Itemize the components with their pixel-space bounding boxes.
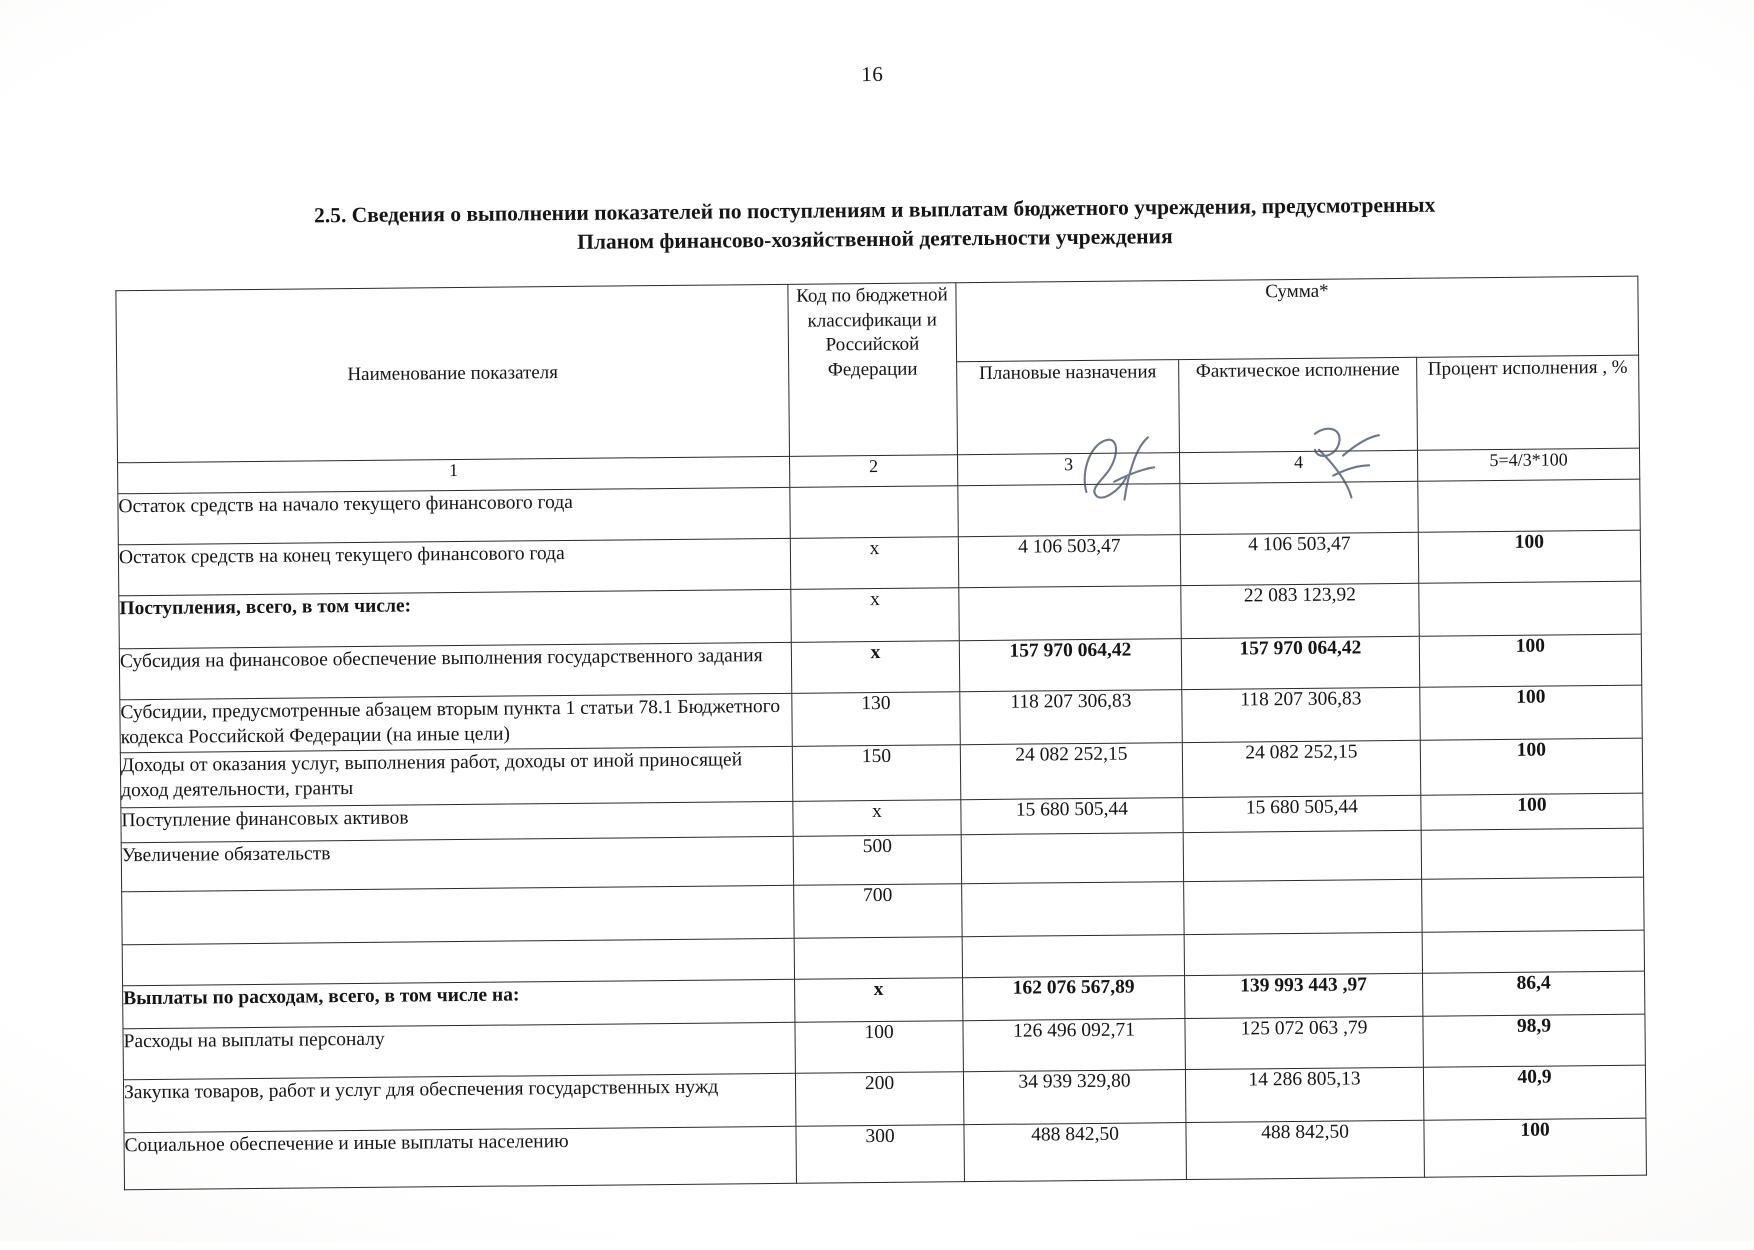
header-actual-execution: Фактическое исполнение [1179, 357, 1418, 452]
financial-indicators-table [115, 276, 1647, 1191]
row-percent-execution: 100 [1421, 793, 1643, 830]
row-planned-allocation [958, 484, 1180, 537]
row-budget-code: 200 [795, 1072, 964, 1127]
row-percent-execution [1422, 877, 1644, 932]
row-planned-allocation: 118 207 306,83 [960, 690, 1182, 745]
row-percent-execution: 100 [1424, 1118, 1647, 1177]
header-row-main [116, 276, 1639, 370]
row-indicator-name: Закупка товаров, работ и услуг для обеспечения государственных нужд [123, 1073, 795, 1132]
colnum-plan: 3 [958, 453, 1180, 486]
row-percent-execution: 100 [1420, 685, 1642, 740]
row-actual-execution: 125 072 063 ,79 [1185, 1016, 1423, 1069]
row-planned-allocation [962, 935, 1184, 978]
header-budget-code: Код по бюджетной классификаци и Российской Федерации [788, 283, 958, 457]
row-actual-execution [1180, 481, 1418, 534]
row-budget-code [794, 937, 962, 980]
row-budget-code: х [791, 641, 959, 694]
row-budget-code: х [795, 978, 963, 1023]
row-actual-execution: 24 082 252,15 [1182, 740, 1421, 797]
row-actual-execution [1184, 879, 1422, 934]
row-percent-execution: 98,9 [1423, 1014, 1645, 1067]
row-percent-execution [1419, 581, 1641, 636]
colnum-name: 1 [118, 456, 790, 493]
row-budget-code: 500 [793, 835, 961, 886]
row-indicator-name: Увеличение обязательств [121, 836, 793, 891]
row-planned-allocation: 4 106 503,47 [958, 535, 1180, 588]
row-actual-execution: 118 207 306,83 [1182, 687, 1420, 742]
colnum-percent: 5=4/3*100 [1417, 448, 1639, 481]
row-percent-execution: 100 [1420, 738, 1643, 795]
row-planned-allocation: 15 680 505,44 [961, 798, 1183, 835]
row-budget-code: 130 [792, 692, 961, 747]
row-indicator-name: Социальное обеспечение и иные выплаты населению [124, 1126, 797, 1189]
row-budget-code [790, 486, 958, 539]
row-budget-code: 700 [794, 884, 963, 939]
row-budget-code: х [791, 588, 960, 643]
table-body [118, 479, 1647, 1190]
row-indicator-name: Остаток средств на начало текущего финансового года [118, 487, 790, 544]
row-indicator-name: Субсидии, предусмотренные абзацем вторым пункта 1 статьи 78.1 Бюджетного кодекса Российской Федерации (на иные цели) [120, 693, 792, 752]
row-actual-execution: 139 993 443 ,97 [1185, 973, 1423, 1018]
row-indicator-name: Остаток средств на конец текущего финансового года [118, 538, 790, 595]
row-actual-execution: 488 842,50 [1186, 1120, 1425, 1179]
row-budget-code: 150 [792, 745, 961, 802]
row-planned-allocation: 126 496 092,71 [963, 1019, 1185, 1072]
row-budget-code: 100 [795, 1021, 963, 1074]
colnum-fact: 4 [1179, 450, 1417, 483]
row-planned-allocation [961, 833, 1183, 884]
row-budget-code: 300 [796, 1125, 965, 1184]
row-actual-execution: 22 083 123,92 [1181, 583, 1419, 638]
row-percent-execution [1418, 479, 1640, 532]
row-planned-allocation [962, 882, 1184, 937]
row-indicator-name: Поступление финансовых активов [121, 801, 793, 842]
row-indicator-name: Выплаты по расходам, всего, в том числе на: [123, 979, 795, 1028]
row-budget-code: х [790, 537, 958, 590]
row-actual-execution [1184, 932, 1422, 975]
header-percent-execution: Процент исполнения , % [1417, 355, 1640, 450]
section-title [255, 190, 1495, 259]
row-actual-execution: 157 970 064,42 [1181, 636, 1419, 689]
row-percent-execution [1421, 828, 1643, 879]
row-planned-allocation: 34 939 329,80 [963, 1070, 1185, 1125]
row-indicator-name: Субсидия на финансовое обеспечение выполнения государственного задания [119, 642, 791, 699]
row-indicator-name: Расходы на выплаты персоналу [123, 1022, 795, 1079]
row-budget-code: х [793, 800, 961, 837]
financial-table-container [115, 276, 1646, 1191]
section-title-line-2: Планом финансово-хозяйственной деятельности учреждения [577, 223, 1173, 254]
row-planned-allocation: 488 842,50 [964, 1123, 1187, 1182]
row-percent-execution: 86,4 [1423, 971, 1645, 1016]
header-planned-allocations: Плановые назначения [957, 360, 1180, 455]
row-planned-allocation: 157 970 064,42 [959, 639, 1181, 692]
table-head [116, 276, 1640, 494]
row-percent-execution [1422, 930, 1644, 973]
row-indicator-name: Поступления, всего, в том числе: [119, 589, 791, 648]
row-planned-allocation: 24 082 252,15 [960, 743, 1183, 800]
header-indicator-name: Наименование показателя [116, 284, 790, 462]
row-actual-execution [1183, 830, 1421, 881]
row-actual-execution: 14 286 805,13 [1185, 1067, 1423, 1122]
section-title-line-1: 2.5. Сведения о выполнении показателей по поступлениям и выплатам бюджетного учреждения, предусмотренных [313, 192, 1436, 228]
row-percent-execution: 100 [1418, 530, 1640, 583]
row-planned-allocation: 162 076 567,89 [963, 976, 1185, 1021]
header-summa: Сумма* [956, 276, 1639, 362]
row-actual-execution: 15 680 505,44 [1183, 795, 1421, 832]
row-indicator-name: Доходы от оказания услуг, выполнения работ, доходы от иной приносящей доход деятельности, гранты [120, 746, 792, 807]
row-percent-execution: 100 [1419, 634, 1641, 687]
row-percent-execution: 40,9 [1423, 1065, 1645, 1120]
page-number: 16 [861, 61, 884, 87]
row-actual-execution: 4 106 503,47 [1180, 532, 1418, 585]
row-indicator-name [122, 885, 794, 944]
colnum-code: 2 [790, 455, 958, 488]
row-planned-allocation [959, 586, 1181, 641]
row-indicator-name [122, 938, 794, 985]
